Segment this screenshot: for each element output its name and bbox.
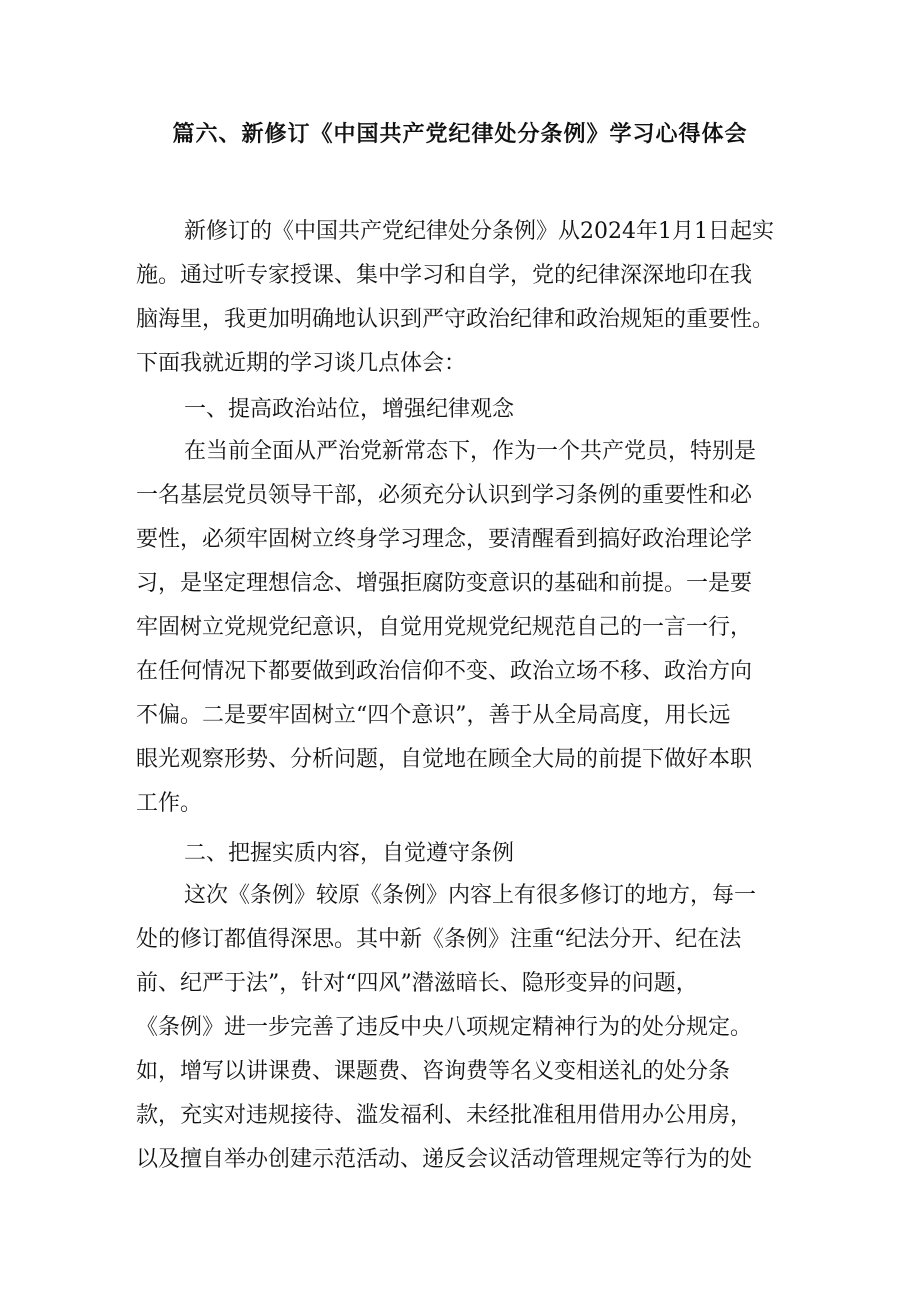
paragraph-line: 一名基层党员领导干部，必须充分认识到学习条例的重要性和必 xyxy=(136,483,753,508)
section-heading-2: 二、把握实质内容，自觉遵守条例 xyxy=(184,841,515,866)
paragraph-line: 牢固树立党规党纪意识，自觉用党规党纪规范自己的一言一行， xyxy=(136,615,753,640)
paragraph-line: 新修订的《中国共产党纪律处分条例》从2024年1月1日起实 xyxy=(184,219,774,244)
paragraph-line: 习，是坚定理想信念、增强拒腐防变意识的基础和前提。一是要 xyxy=(136,571,753,596)
section-heading-1: 一、提高政治站位，增强纪律观念 xyxy=(184,397,515,422)
paragraph-line: 《条例》进一步完善了违反中央八项规定精神行为的处分规定。 xyxy=(136,1015,753,1040)
paragraph-line: 在当前全面从严治党新常态下，作为一个共产党员，特别是 xyxy=(184,439,757,464)
document-title: 篇六、新修订《中国共产党纪律处分条例》学习心得体会 xyxy=(172,121,748,147)
paragraph-line: 不偏。二是要牢固树立“四个意识”，善于从全局高度，用长远 xyxy=(136,703,731,728)
paragraph-line: 下面我就近期的学习谈几点体会： xyxy=(136,351,467,376)
paragraph-line: 款，充实对违规接待、滥发福利、未经批准租用借用办公用房， xyxy=(136,1103,753,1128)
paragraph-line: 以及擅自举办创建示范活动、递反会议活动管理规定等行为的处 xyxy=(136,1147,753,1172)
paragraph-line: 在任何情况下都要做到政治信仰不变、政治立场不移、政治方向 xyxy=(136,659,753,684)
paragraph-line: 如，增写以讲课费、课题费、咨询费等名义变相送礼的处分条 xyxy=(136,1059,731,1084)
paragraph-line: 这次《条例》较原《条例》内容上有很多修订的地方，每一 xyxy=(184,883,757,908)
paragraph-line: 工作。 xyxy=(136,791,203,816)
document-body xyxy=(136,210,796,1182)
paragraph-line: 前、纪严于法”，针对“四风”潜滋暗长、隐形变异的问题， xyxy=(136,971,698,996)
paragraph-line: 施。通过听专家授课、集中学习和自学，党的纪律深深地印在我 xyxy=(136,263,753,288)
paragraph-line: 脑海里，我更加明确地认识到严守政治纪律和政治规矩的重要性。 xyxy=(136,307,775,332)
paragraph-line: 眼光观察形势、分析问题，自觉地在顾全大局的前提下做好本职 xyxy=(136,747,753,772)
paragraph-line: 处的修订都值得深思。其中新《条例》注重“纪法分开、纪在法 xyxy=(136,927,742,952)
paragraph-line: 要性，必须牢固树立终身学习理念，要清醒看到搞好政治理论学 xyxy=(136,527,753,552)
